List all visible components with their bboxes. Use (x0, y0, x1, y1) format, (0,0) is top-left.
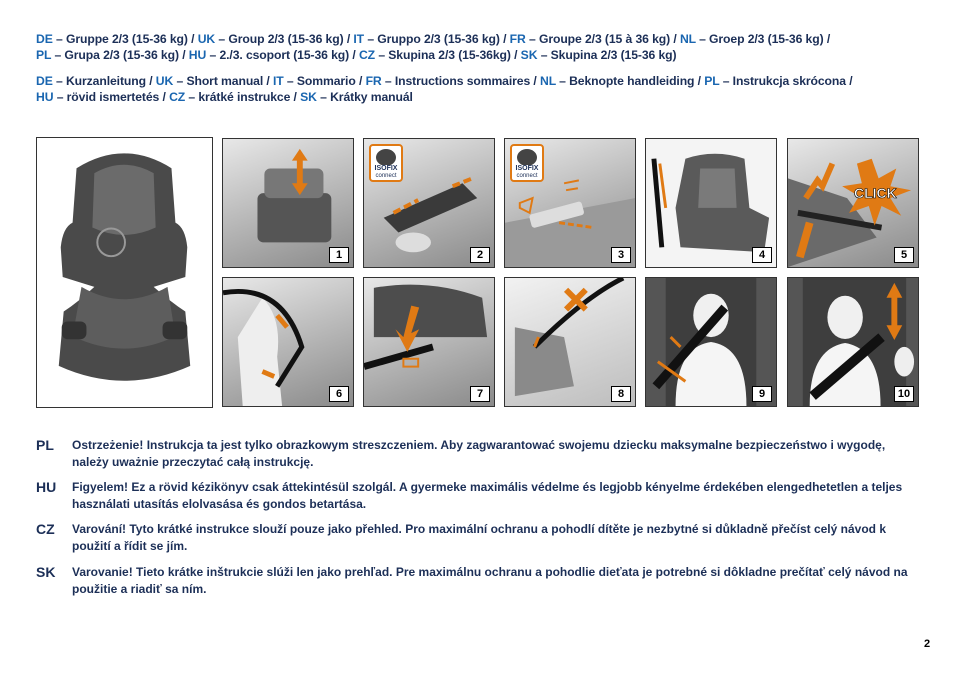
isofix-connect-logo: ISOFIX connect (510, 144, 544, 182)
header-text: – Groupe 2/3 (15 à 36 kg) / (525, 32, 680, 46)
page-number: 2 (924, 638, 931, 650)
language-code: PL (704, 74, 720, 88)
step-number: 2 (470, 247, 490, 263)
header-text: – Group 2/3 (15-36 kg) / (215, 32, 354, 46)
click-label: CLICK (854, 185, 897, 201)
header-text: – Beknopte handleiding / (555, 74, 705, 88)
subtitle-line-2 (36, 89, 852, 105)
step-number: 3 (611, 247, 631, 263)
header-text: – 2./3. csoport (15-36 kg) / (206, 48, 359, 62)
language-code: NL (540, 74, 556, 88)
header-text: – Groep 2/3 (15-36 kg) / (695, 32, 831, 46)
step-panel-2 (363, 138, 495, 268)
step-number: 7 (470, 386, 490, 402)
isofix-icon (517, 149, 537, 166)
step-panel-5 (787, 138, 919, 268)
step-panel-1 (222, 138, 354, 268)
step-panel-4 (645, 138, 777, 268)
step-panel-6 (222, 277, 354, 407)
language-code: DE (36, 74, 53, 88)
isofix-icon (376, 149, 396, 166)
language-code: PL (36, 48, 52, 62)
language-code: UK (155, 74, 174, 88)
header-text: – Instrukcja skrócona / (719, 74, 853, 88)
step-panel-10 (787, 277, 919, 407)
language-code: IT (273, 74, 284, 88)
header-text: – krátké instrukce / (185, 90, 301, 104)
step-panel-9 (645, 277, 777, 407)
warning-text: Ostrzeżenie! Instrukcja ta jest tylko obrazkowym streszczeniem. Aby zagwarantować swojemu dziecku maksymalne bezpieczeństwo i wygodę, należy uważnie przeczytać całą instrukcję. (72, 438, 886, 469)
title-line-2 (36, 47, 830, 63)
page-subtitle (36, 73, 852, 105)
step-number: 10 (894, 386, 914, 402)
header-text: – Grupa 2/3 (15-36 kg) / (51, 48, 189, 62)
header-text: – Skupina 2/3 (15-36 kg) (537, 48, 677, 62)
header-text: – Gruppe 2/3 (15-36 kg) / (52, 32, 198, 46)
language-code: SK (36, 564, 56, 580)
header-text: – Gruppo 2/3 (15-36 kg) / (364, 32, 510, 46)
language-code: HU (36, 90, 54, 104)
language-code: SK (520, 48, 538, 62)
step-number: 9 (752, 386, 772, 402)
warning-text: Figyelem! Ez a rövid kézikönyv csak áttekintésül szolgál. A gyermeke maximális védelme és legjobb kényelme érdekében elengedhetetlen a teljes használati utasítás elolvasása és gondos betartása. (72, 480, 903, 511)
step-panel-3 (504, 138, 636, 268)
language-code: CZ (169, 90, 186, 104)
language-code: NL (679, 32, 696, 46)
car-seat-overview-image (36, 137, 213, 408)
step-number: 5 (894, 247, 914, 263)
page-title (36, 31, 830, 63)
step-number: 8 (611, 386, 631, 402)
language-code: HU (188, 48, 207, 62)
step-number: 4 (752, 247, 772, 263)
language-code: CZ (36, 521, 55, 537)
car-seat-illustration (37, 138, 212, 407)
subtitle-line-1 (36, 73, 852, 89)
isofix-connect-logo: ISOFIX connect (369, 144, 403, 182)
language-code: FR (509, 32, 526, 46)
header-text: – Krátky manuál (316, 90, 413, 104)
language-code: UK (197, 32, 216, 46)
language-code: HU (36, 479, 57, 495)
language-code: IT (353, 32, 365, 46)
header-text: – Short manual / (173, 74, 273, 88)
language-code: SK (300, 90, 317, 104)
warning-text: Varování! Tyto krátké instrukce slouží pouze jako přehled. Pro maximální ochranu a pohodlí dítěte je nezbytné si důkladně přečíst celý návod k použití a řídit se jím. (72, 522, 886, 553)
header-text: – Instructions sommaires / (381, 74, 541, 88)
step-panel-7 (363, 277, 495, 407)
header-text: – Kurzanleitung / (52, 74, 156, 88)
step-number: 1 (329, 247, 349, 263)
step-panel-8 (504, 277, 636, 407)
language-code: PL (36, 437, 54, 453)
language-code: FR (365, 74, 382, 88)
header-text: – Skupina 2/3 (15-36kg) / (375, 48, 521, 62)
warning-text: Varovanie! Tieto krátke inštrukcie slúži len jako prehľad. Pre maximálnu ochranu a pohodlie dieťata je potrebné si dôkladne prečítať celý návod na použitie a riadiť sa ním. (72, 565, 908, 596)
step-number: 6 (329, 386, 349, 402)
header-text: – rövid ismertetés / (53, 90, 170, 104)
header-text: – Sommario / (283, 74, 366, 88)
language-code: DE (36, 32, 53, 46)
title-line-1 (36, 31, 830, 47)
language-code: CZ (358, 48, 376, 62)
